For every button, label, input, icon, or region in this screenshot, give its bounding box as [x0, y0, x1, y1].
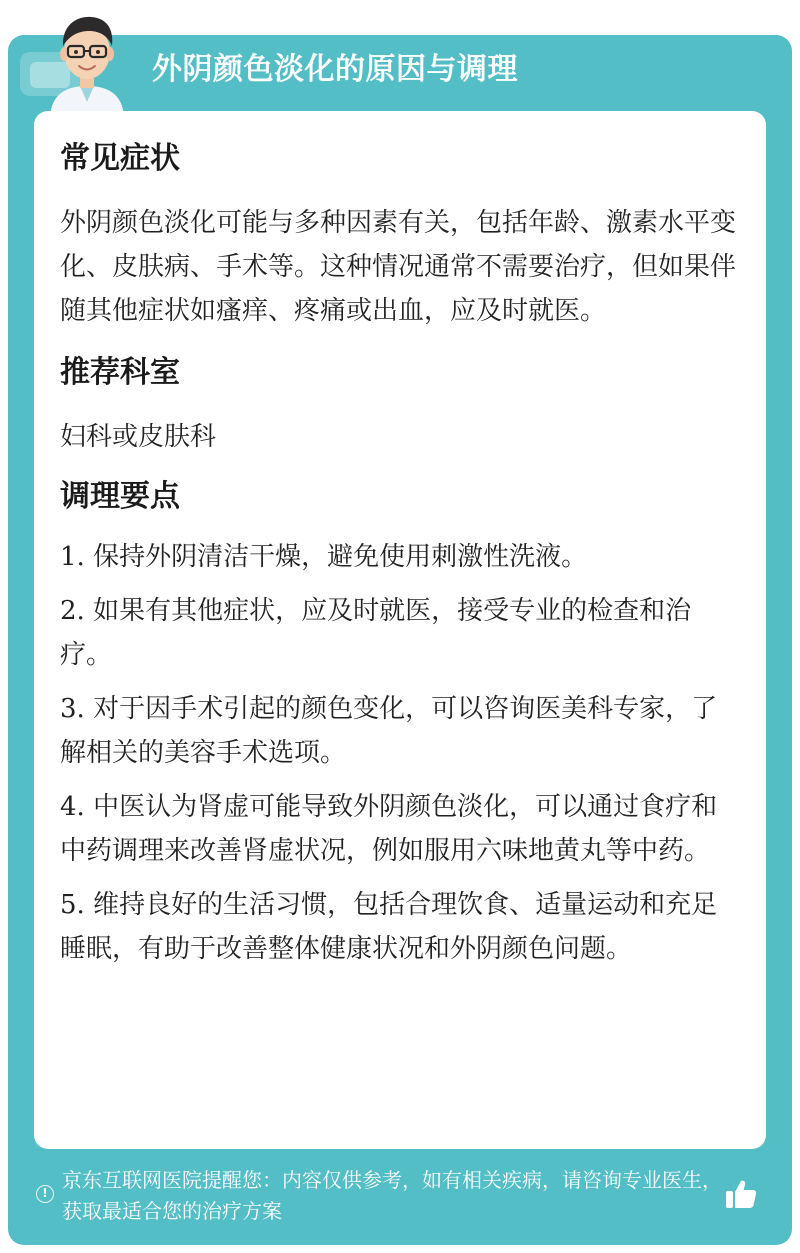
thumbs-up-icon[interactable]: [724, 1177, 758, 1211]
doctor-avatar-icon: [42, 6, 132, 116]
list-item-text: 保持外阴清洁干燥，避免使用刺激性洗液。: [93, 542, 588, 572]
department-text: 妇科或皮肤科: [60, 422, 217, 452]
list-item-number: 5.: [60, 890, 85, 920]
care-heading: 调理要点: [60, 479, 180, 514]
list-item-text: 中医认为肾虚可能导致外阴颜色淡化，可以通过食疗和中药调理来改善肾虚状况，例如服用六味地黄丸等中药。: [60, 792, 718, 866]
list-item-number: 2.: [60, 596, 85, 626]
info-icon: !: [36, 1185, 54, 1203]
care-list: [60, 535, 740, 971]
disclaimer-text: 京东互联网医院提醒您：内容仅供参考，如有相关疾病，请咨询专业医生，获取最适合您的治疗方案: [62, 1168, 722, 1223]
list-item-text: 对于因手术引起的颜色变化，可以咨询医美科专家，了解相关的美容手术选项。: [60, 694, 718, 768]
disclaimer-footer: [36, 1165, 766, 1229]
symptoms-text: 外阴颜色淡化可能与多种因素有关，包括年龄、激素水平变化、皮肤病、手术等。这种情况通常不需要治疗，但如果伴随其他症状如瘙痒、疼痛或出血，应及时就医。: [60, 208, 737, 326]
list-item: [60, 589, 740, 677]
list-item-number: 4.: [60, 792, 85, 822]
list-item-text: 维持良好的生活习惯，包括合理饮食、适量运动和充足睡眠，有助于改善整体健康状况和外阴颜色问题。: [60, 890, 718, 964]
list-item-number: 3.: [60, 694, 85, 724]
department-heading: 推荐科室: [60, 355, 180, 390]
list-item-number: 1.: [60, 542, 85, 572]
content-panel: [34, 111, 766, 1149]
symptoms-heading: 常见症状: [60, 141, 180, 176]
page-title: 外阴颜色淡化的原因与调理: [152, 52, 518, 87]
list-item: [60, 883, 740, 971]
list-item: [60, 785, 740, 873]
list-item: [60, 687, 740, 775]
list-item-text: 如果有其他症状，应及时就医，接受专业的检查和治疗。: [60, 596, 692, 670]
list-item: [60, 535, 740, 579]
